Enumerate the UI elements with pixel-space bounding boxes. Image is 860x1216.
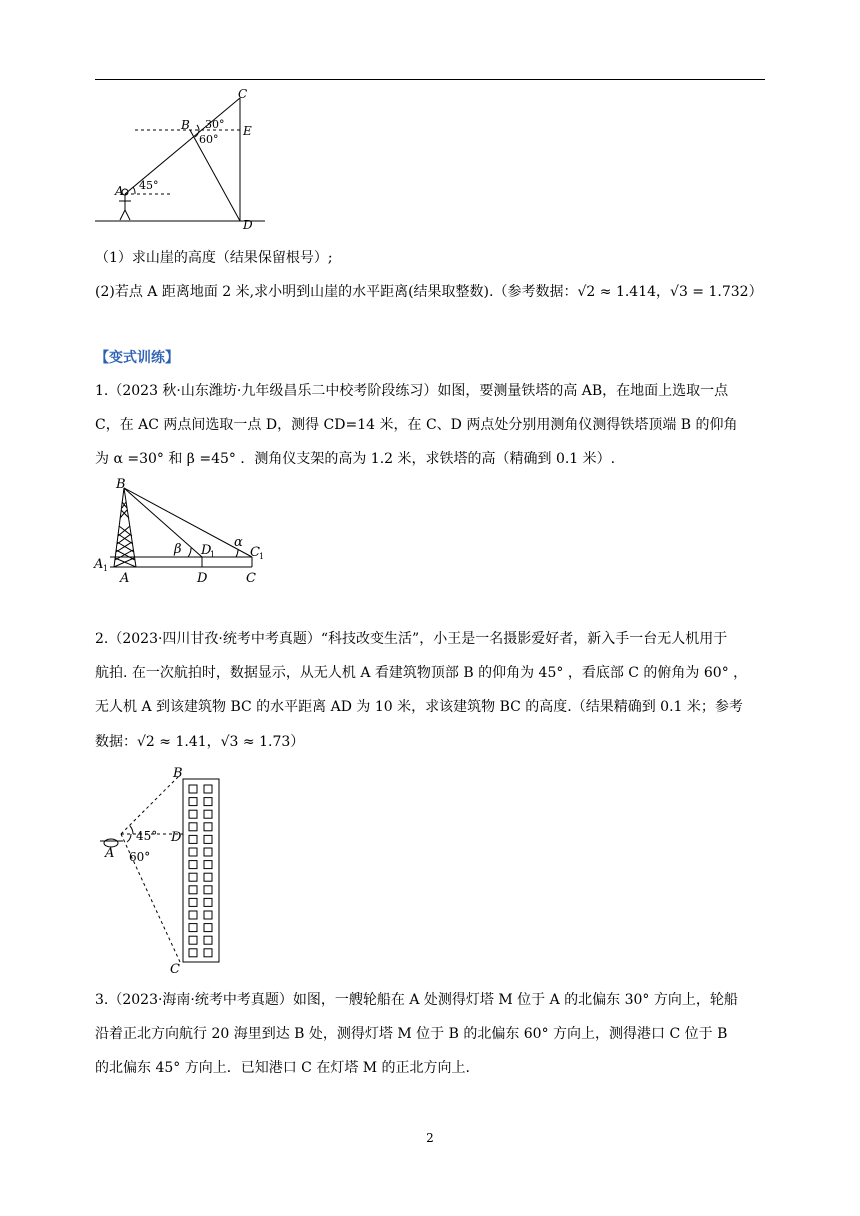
question-part-2 — [95, 282, 763, 302]
tower-label-A1: A — [94, 557, 104, 572]
part2-text: (2)若点 A 距离地面 2 米,求小明到山崖的水平距离(结果取整数).（参考数据： — [95, 284, 578, 300]
angle-30: 30° — [205, 118, 225, 131]
tower-label-C1: C — [250, 545, 260, 560]
tower-label-D1-sub: 1 — [210, 550, 216, 559]
tower-label-C: C — [246, 571, 256, 586]
q2-ref-sqrt2: √2 ≈ 1.41 — [137, 734, 207, 750]
q2-ref-sqrt3: √3 ≈ 1.73 — [220, 734, 291, 750]
q3-line-1: 3.（2023·海南·统考中考真题）如图，一艘轮船在 A 处测得灯塔 M 位于 A 的北偏东 30° 方向上，轮船 — [95, 992, 738, 1008]
q2-line-3: 无人机 A 到该建筑物 BC 的水平距离 AD 为 10 米，求该建筑物 BC 的高度.（结果精确到 0.1 米；参考 — [95, 699, 743, 715]
drone-angle-60: 60° — [129, 850, 151, 864]
q1-line-1: 1.（2023 秋·山东潍坊·九年级昌乐二中校考阶段练习）如图，要测量铁塔的高 AB，在地面上选取一点 — [95, 383, 729, 399]
drone-angle-45: 45° — [136, 829, 158, 843]
label-D: D — [243, 218, 253, 232]
q1-line-2: C，在 AC 两点间选取一点 D，测得 CD=14 米，在 C、D 两点处分别用测角仪测得铁塔顶端 B 的仰角 — [95, 417, 738, 433]
q2-line-2: 航拍. 在一次航拍时，数据显示，从无人机 A 看建筑物顶部 B 的仰角为 45° ，看底部 C 的俯角为 60° ， — [95, 665, 748, 681]
cliff-figure — [95, 88, 275, 234]
q2-line-1: 2.（2023·四川甘孜·统考中考真题）“科技改变生活”，小王是一名摄影爱好者，新入手一台无人机用于 — [95, 631, 728, 647]
ref-separator: ， — [656, 284, 671, 300]
label-E: E — [243, 124, 252, 138]
tower-label-D1: D — [201, 543, 212, 558]
drone-building-figure — [95, 765, 235, 975]
drone-label-C: C — [170, 962, 180, 975]
angle-45: 45° — [139, 179, 159, 192]
question-part-1: （1）求山崖的高度（结果保留根号）; — [95, 250, 333, 266]
tower-label-D: D — [197, 571, 208, 586]
tower-label-C1-sub: 1 — [259, 552, 265, 561]
tower-label-A: A — [120, 571, 130, 586]
angle-60: 60° — [199, 133, 219, 146]
section-heading: 【变式训练】 — [95, 350, 179, 366]
ref-sqrt3: √3 = 1.732 — [670, 284, 749, 300]
label-B: B — [181, 118, 190, 132]
tower-figure — [92, 476, 267, 586]
drone-label-B: B — [173, 766, 183, 781]
ref-end: ） — [748, 284, 763, 300]
q2-ref-end: ） — [290, 734, 305, 750]
ref-sqrt2: √2 ≈ 1.414 — [577, 284, 657, 300]
q3-line-2: 沿着正北方向航行 20 海里到达 B 处，测得灯塔 M 位于 B 的北偏东 60° 方向上，测得港口 C 位于 B — [95, 1026, 728, 1042]
tower-label-A1-sub: 1 — [103, 564, 109, 573]
q2-data-label: 数据： — [95, 734, 137, 750]
drone-label-A: A — [105, 846, 115, 861]
tower-label-alpha: α — [234, 535, 243, 550]
q3-line-3: 的北偏东 45° 方向上．已知港口 C 在灯塔 M 的正北方向上. — [95, 1060, 471, 1076]
tower-label-B: B — [116, 477, 126, 492]
label-A: A — [115, 184, 124, 198]
q2-line-4 — [95, 732, 304, 752]
q1-line-3: 为 α =30° 和 β =45° ．测角仪支架的高为 1.2 米，求铁塔的高（精确到 0.1 米）. — [95, 451, 616, 467]
label-C: C — [238, 88, 248, 101]
drone-label-D: D — [171, 830, 182, 845]
tower-label-beta: β — [174, 542, 182, 557]
q2-ref-separator: ， — [206, 734, 221, 750]
page-number: 2 — [426, 1131, 434, 1145]
header-rule — [95, 79, 765, 80]
